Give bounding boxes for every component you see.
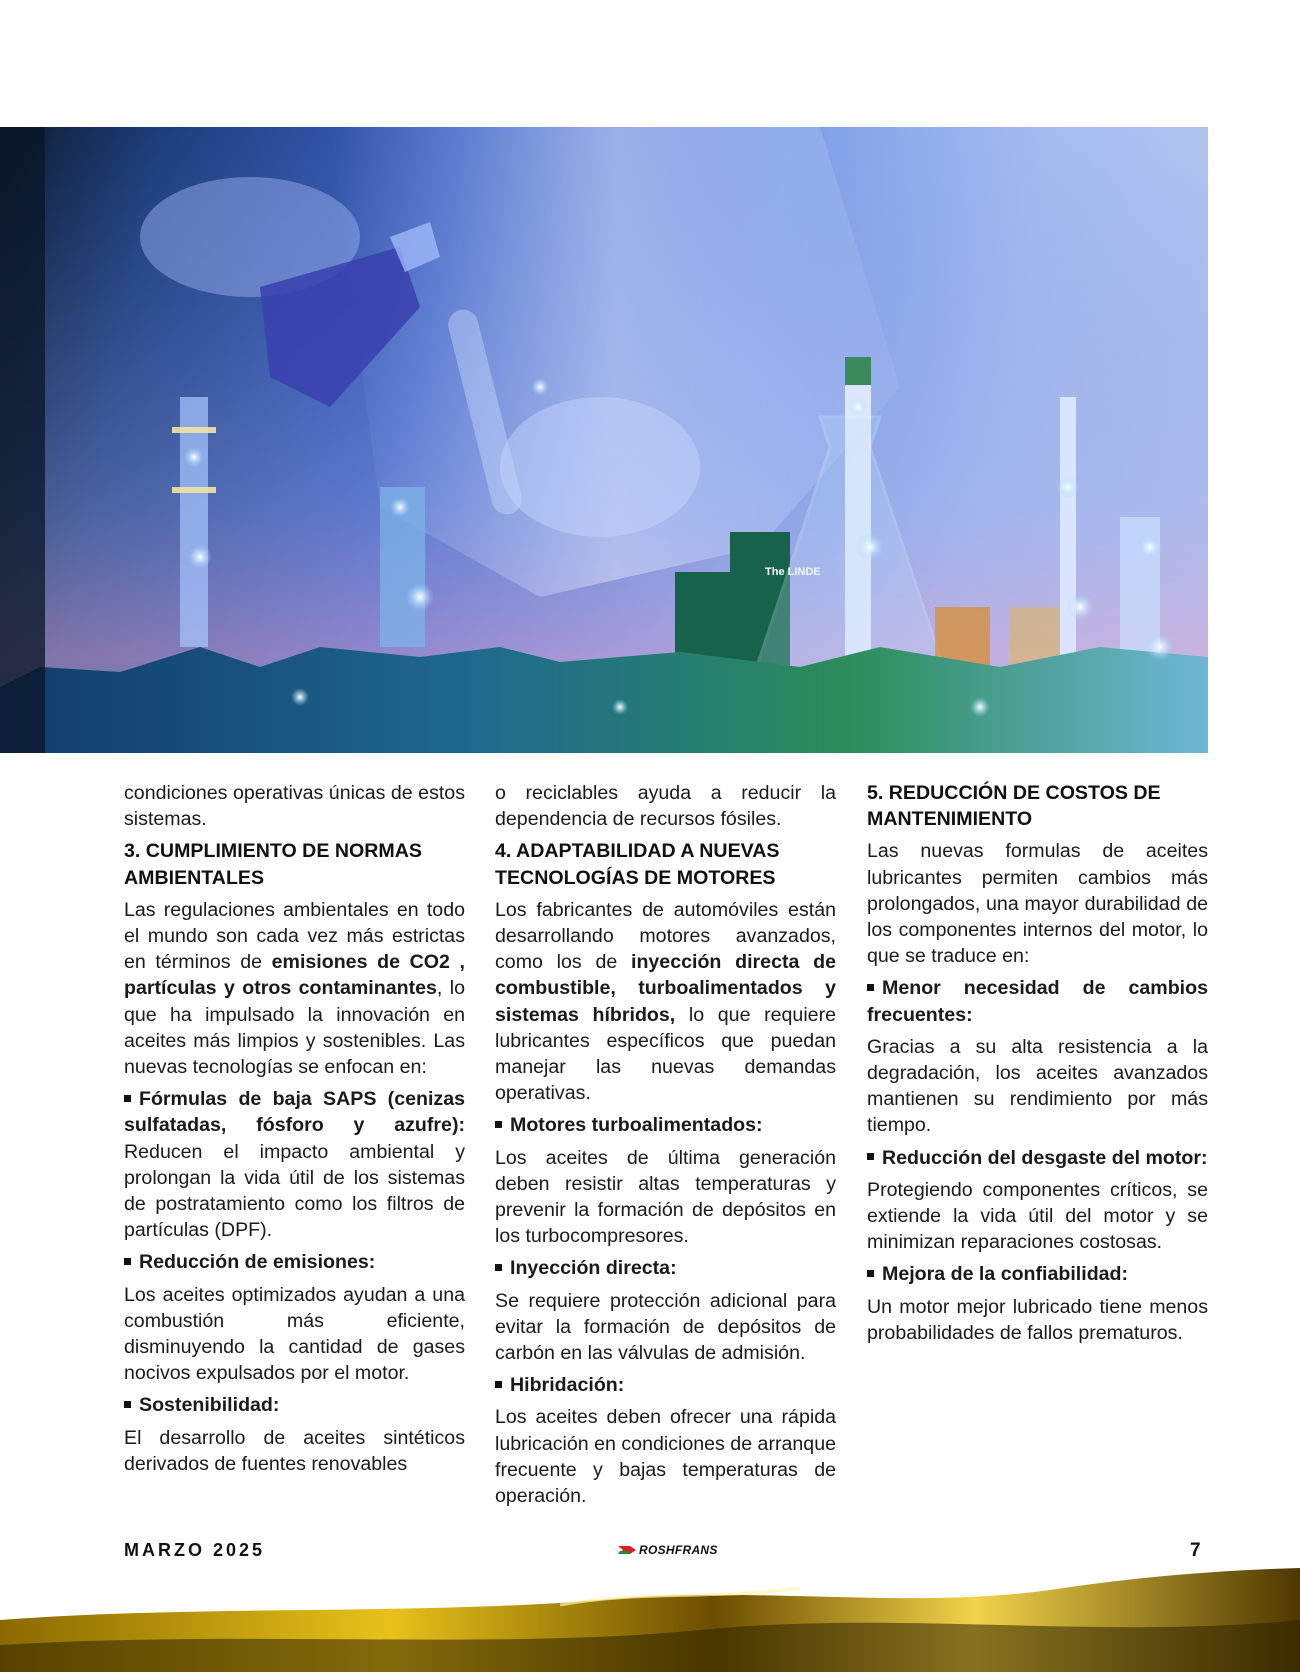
section-3-item-2-text: Los aceites optimizados ayudan a una combustión más eficiente, disminuyendo la cantidad de gases nocivos expulsados por el motor.: [124, 1283, 465, 1385]
section-3-heading: 3. CUMPLIMIENTO DE NORMAS AMBIENTALES: [124, 840, 422, 889]
section-3-item-3-title-text: Sostenibilidad:: [139, 1394, 280, 1417]
section-4-item-1-title-text: Motores turboalimentados:: [510, 1114, 763, 1137]
section-3-item-1: [124, 1086, 465, 1243]
section-4-body-b: lo que requiere lubricantes específicos que puedan manejar las nuevas demandas operativas.: [495, 1003, 836, 1105]
article-column-1: [124, 780, 465, 1483]
section-4-item-2-text: Se requiere protección adicional para evitar la formación de depósitos de carbón en las válvulas de admisión.: [495, 1289, 836, 1365]
column2-intro: o reciclables ayuda a reducir la dependencia de recursos fósiles.: [495, 782, 836, 831]
section-3-item-3-text: El desarrollo de aceites sintéticos derivados de fuentes renovables: [124, 1426, 465, 1475]
section-3-item-2-title-text: Reducción de emisiones:: [139, 1251, 376, 1274]
section-4-body-a: Los fabricantes de automóviles están desarrollando motores avanzados, como los de: [495, 898, 836, 974]
section-5-item-3-text: Un motor mejor lubricado tiene menos probabilidades de fallos prematuros.: [867, 1295, 1208, 1344]
bullet-square-icon: [495, 1264, 502, 1271]
bullet-square-icon: [495, 1121, 502, 1128]
section-5-item-2-title-text: Reducción del desgaste del motor:: [882, 1146, 1208, 1169]
bullet-square-icon: [495, 1381, 502, 1388]
section-3-body-bold: emisiones de CO2 , partículas y otros contaminantes: [124, 951, 465, 1000]
article-column-3: [867, 780, 1208, 1352]
section-4-item-1-title: [495, 1112, 836, 1138]
article-column-2: [495, 780, 836, 1515]
brand-name: ROSHFRANS: [639, 1543, 718, 1557]
section-3-body-b: , lo que ha impulsado la innovación en aceites más limpios y sostenibles. Las nuevas tecnologías se enfocan en:: [124, 977, 465, 1079]
bullet-square-icon: [124, 1258, 131, 1265]
section-5-item-1-text: Gracias a su alta resistencia a la degradación, los aceites avanzados mantienen su rendimiento por más tiempo.: [867, 1035, 1208, 1137]
oil-wave-decoration: [0, 1560, 1300, 1672]
section-3-body: [124, 897, 465, 1080]
column1-intro: condiciones operativas únicas de estos sistemas.: [124, 782, 465, 831]
section-5-item-2-title: [867, 1145, 1208, 1171]
section-3-body-a: Las regulaciones ambientales en todo el mundo son cada vez más estrictas en términos de: [124, 898, 465, 974]
bullet-square-icon: [867, 1153, 874, 1160]
section-4-item-3-title: [495, 1372, 836, 1398]
section-5-body: Las nuevas formulas de aceites lubricantes permiten cambios más prolongados, una mayor durabilidad de los componentes internos del motor, lo que se traduce en:: [867, 840, 1208, 968]
section-4-item-1-text: Los aceites de última generación deben resistir altas temperaturas y prevenir la formación de depósitos en los turbocompresores.: [495, 1146, 836, 1248]
roshfrans-logo: [618, 1541, 718, 1559]
section-5-heading: 5. REDUCCIÓN DE COSTOS DE MANTENIMIENTO: [867, 782, 1161, 831]
hero-sign-text: The LINDE: [765, 566, 821, 578]
bullet-square-icon: [867, 1270, 874, 1277]
section-4-body-bold: inyección directa de combustible, turboalimentados y sistemas híbridos,: [495, 951, 836, 1026]
section-5-item-3-title: [867, 1261, 1208, 1287]
page-number: 7: [1190, 1540, 1201, 1561]
section-5-item-2-text: Protegiendo componentes críticos, se extiende la vida útil del motor y se minimizan reparaciones costosas.: [867, 1178, 1208, 1254]
section-4-item-3-text: Los aceites deben ofrecer una rápida lubricación en condiciones de arranque frecuente y bajas temperaturas de operación.: [495, 1406, 836, 1508]
section-4-item-2-title-text: Inyección directa:: [510, 1257, 677, 1280]
section-3-item-1-title: Fórmulas de baja SAPS (cenizas sulfatadas, fósforo y azufre):: [124, 1088, 465, 1137]
section-5-item-1-title-text: Menor necesidad de cambios frecuentes:: [867, 977, 1208, 1026]
section-3-item-1-text: Reducen el impacto ambiental y prolongan la vida útil de los sistemas de postratamiento como los filtros de partículas (DPF).: [124, 1140, 465, 1242]
bullet-square-icon: [124, 1095, 131, 1102]
section-5-item-3-title-text: Mejora de la confiabilidad:: [882, 1263, 1129, 1286]
section-4-body: [495, 897, 836, 1107]
hero-illustration: [0, 127, 1208, 753]
issue-date: MARZO 2025: [124, 1540, 266, 1560]
bullet-square-icon: [124, 1401, 131, 1408]
hero-image: [0, 127, 1208, 753]
section-4-heading: 4. ADAPTABILIDAD A NUEVAS TECNOLOGÍAS DE MOTORES: [495, 840, 780, 889]
section-3-item-3-title: [124, 1392, 465, 1418]
section-5-item-1-title: [867, 975, 1208, 1027]
bullet-square-icon: [867, 984, 874, 991]
section-4-item-2-title: [495, 1255, 836, 1281]
section-4-item-3-title-text: Hibridación:: [510, 1374, 625, 1397]
roshfrans-arrow-icon: [618, 1544, 636, 1556]
section-3-item-2-title: [124, 1249, 465, 1275]
